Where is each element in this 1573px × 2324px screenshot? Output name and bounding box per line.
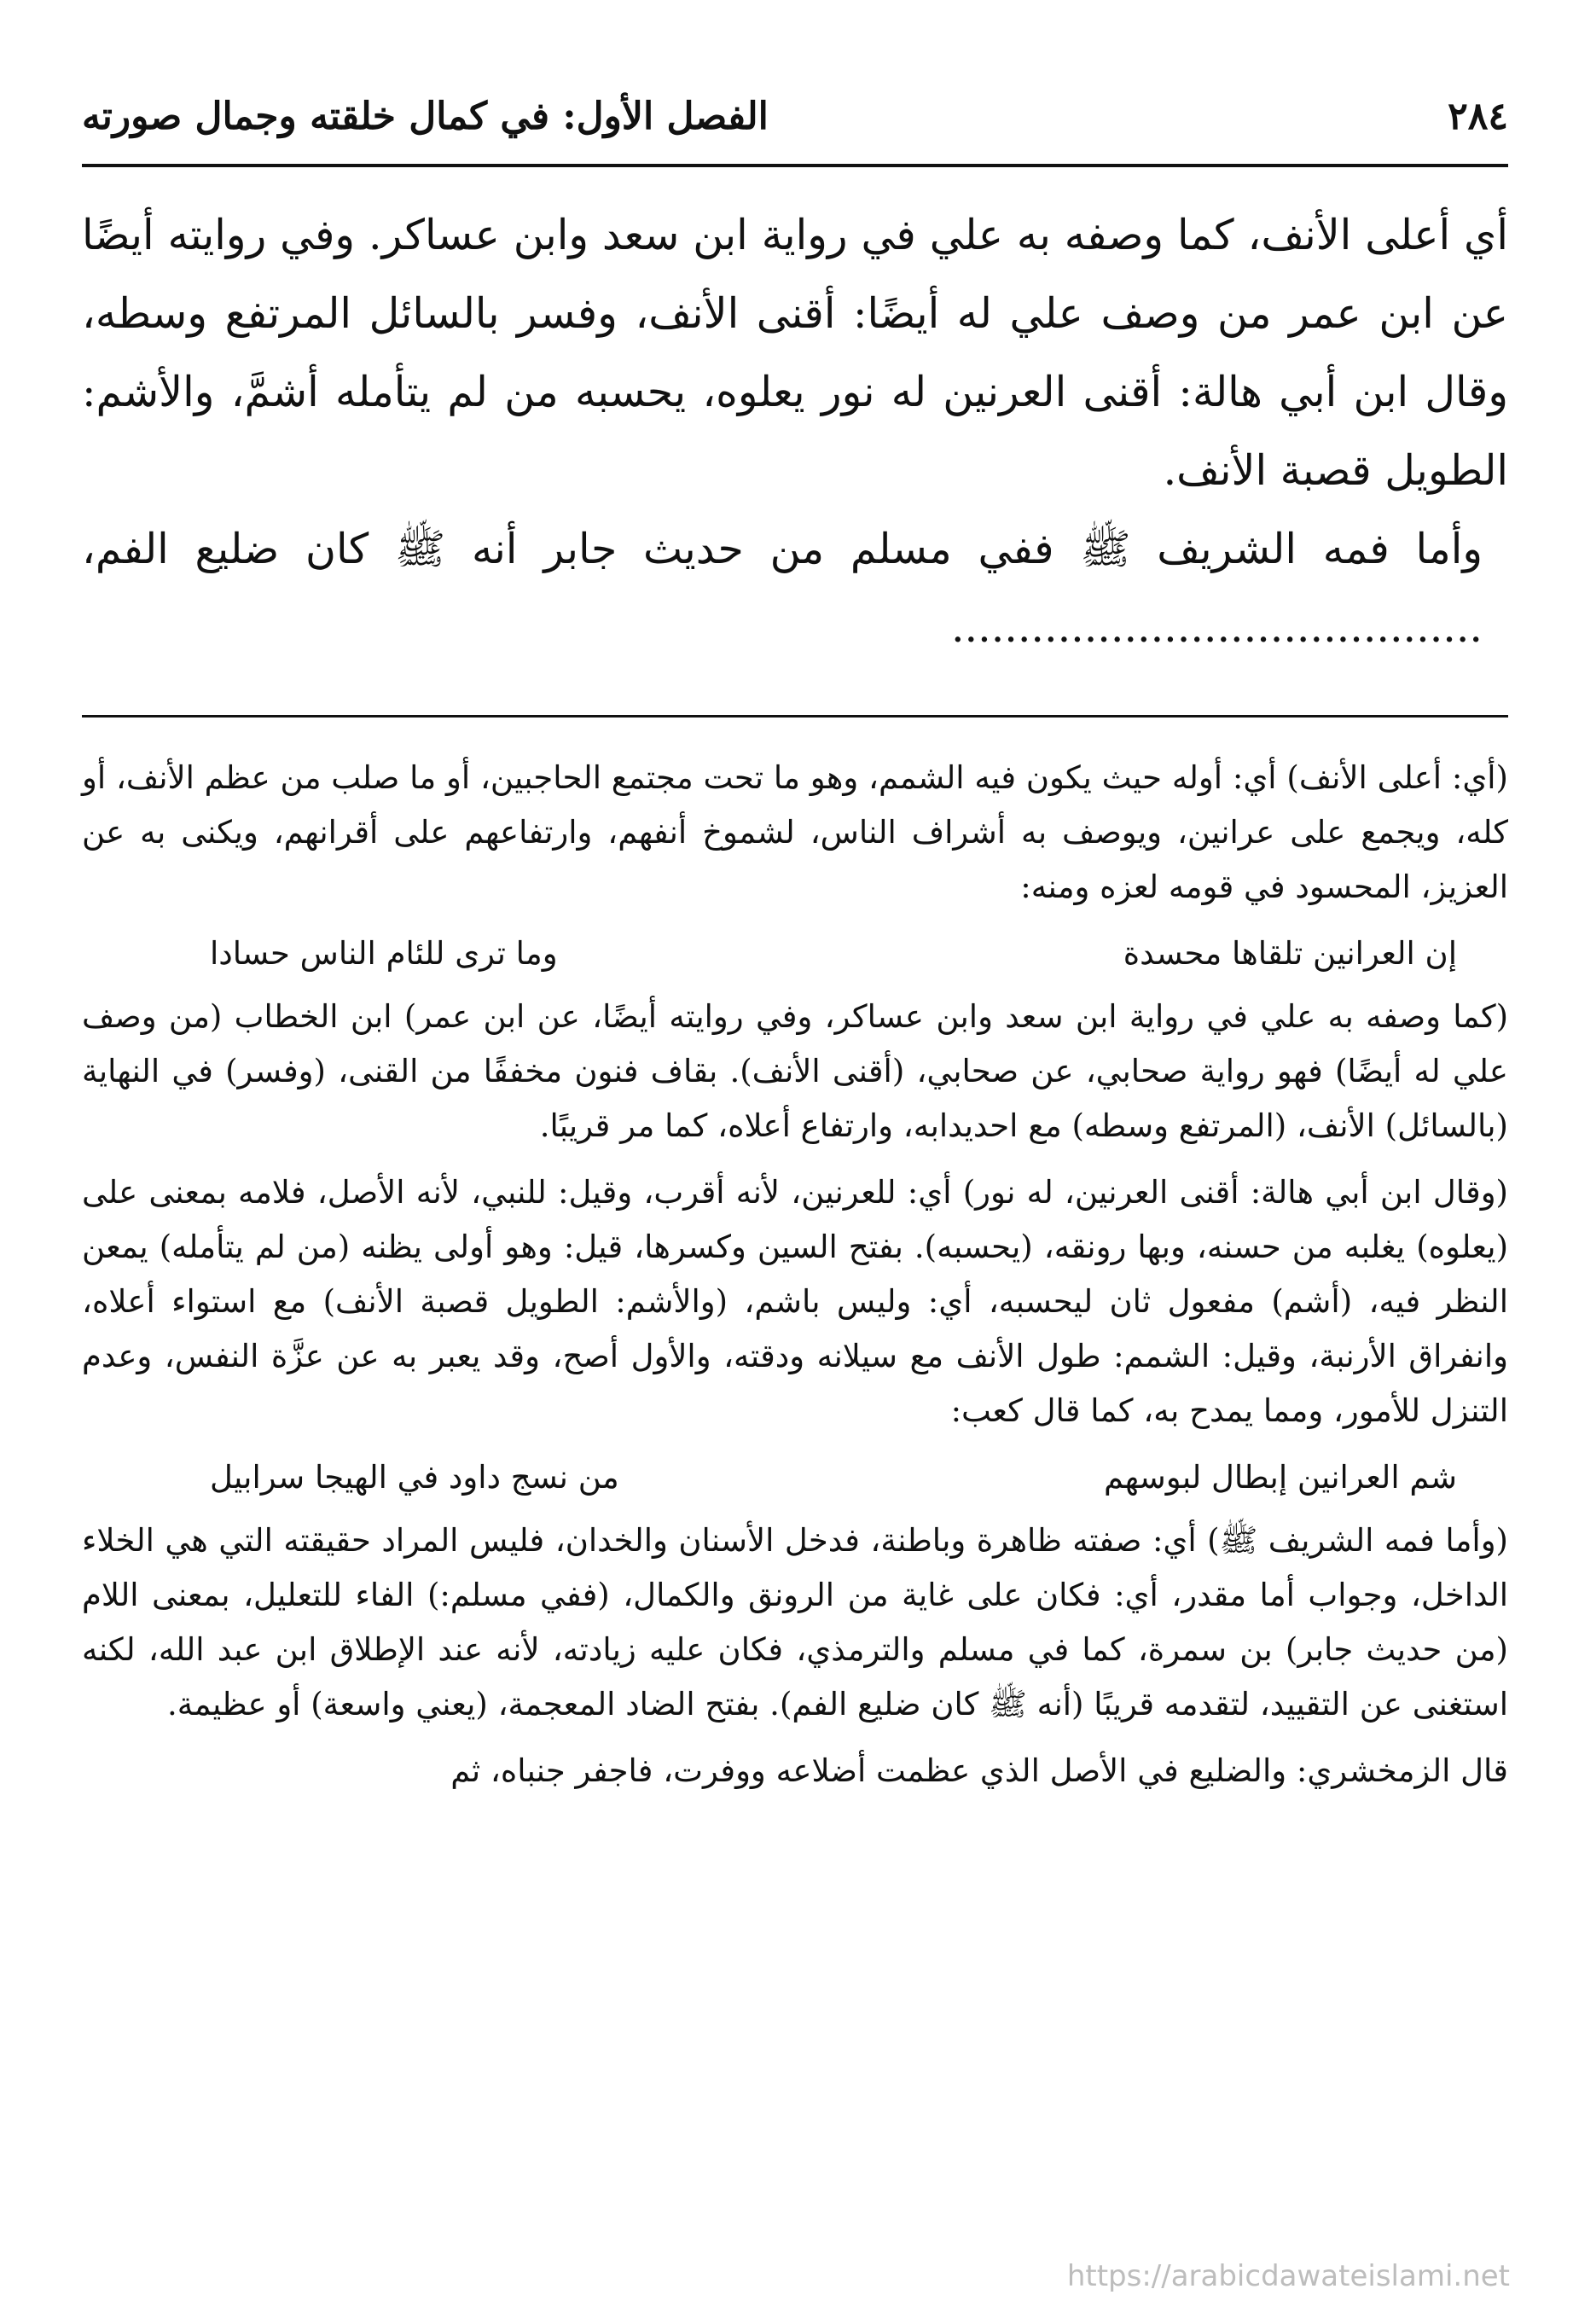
page-header [82,82,1508,150]
header-rule [82,164,1508,167]
watermark-url: https://arabicdawateislami.net [1066,2259,1510,2293]
main-paragraph-1: أي أعلى الأنف، كما وصفه به علي في رواية ابن سعد وابن عساكر. وفي روايته أيضًا عن ابن عمر من وصف علي له أيضًا: أقنى الأنف، وفسر بالسائل المرتفع وسطه، وقال ابن أبي هالة: أقنى العرنين له نور يعلوه، يحسبه من لم يتأمله أشمَّ، والأشم: الطويل قصبة الأنف. [82,211,1508,495]
footnote-divider [82,715,1508,718]
book-page [82,0,1508,2324]
verse-2 [82,1450,1508,1505]
page-number: ٢٨٤ [1448,94,1508,138]
commentary-paragraph-1: (أي: أعلى الأنف) أي: أوله حيث يكون فيه الشمم، وهو ما تحت مجتمع الحاجبين، أو ما صلب من عظم الأنف، أو كله، ويجمع على عرانين، ويوصف به أشراف الناس، لشموخ أنفهم، وارتفاعهم على أقرانهم، ويكنى به عن العزيز، المحسود في قومه لعزه ومنه: [82,759,1508,905]
main-paragraph-2-text: وأما فمه الشريف ﷺ ففي مسلم من حديث جابر أنه ﷺ كان ضليع الفم، [82,525,1483,573]
verse-1 [82,927,1508,981]
main-paragraph-2 [82,510,1508,667]
commentary-paragraph-2: (كما وصفه به علي في رواية ابن سعد وابن عساكر، وفي روايته أيضًا، عن ابن عمر) ابن الخطاب (من وصف علي له أيضًا) فهو رواية صحابي، عن صحابي، (أقنى الأنف). بقاف فنون مخففًا من القنى، (وفسر) في النهاية (بالسائل) الأنف، (المرتفع وسطه) مع احديدابه، وارتفاع أعلاه، كما مر قريبًا. [82,998,1508,1144]
commentary [82,751,1508,1810]
commentary-paragraph-4: (وأما فمه الشريف ﷺ) أي: صفته ظاهرة وباطنة، فدخل الأسنان والخدان، فليس المراد حقيقته التي هي الخلاء الداخل، وجواب أما مقدر، أي: فكان على غاية من الرونق والكمال، (ففي مسلم:) الفاء للتعليل، بمعنى اللام (من حديث جابر) بن سمرة، كما في مسلم والترمذي، فكان عليه زيادته، لأنه عند الإطلاق ابن عبد الله، لكنه استغنى عن التقييد، لتقدمه قريبًا (أنه ﷺ كان ضليع الفم). بفتح الضاد المعجمة، (يعني واسعة) أو عظيمة. [82,1522,1508,1723]
verse-1-first-hemistich: إن العرانين تلقاها محسدة [1123,935,1457,972]
verse-2-second-hemistich: من نسج داود في الهيجا سرابيل [210,1459,619,1496]
commentary-paragraph-5: قال الزمخشري: والضليع في الأصل الذي عظمت أضلاعه ووفرت، فاجفر جنباه، ثم [450,1752,1508,1789]
verse-2-first-hemistich: شم العرانين إبطال لبوسهم [1104,1459,1457,1496]
main-text [82,196,1508,667]
chapter-title: الفصل الأول: في كمال خلقته وجمال صورته [82,94,769,138]
ellipsis-dots: ........................................ [950,603,1483,652]
verse-1-second-hemistich: وما ترى للئام الناس حسادا [210,935,558,972]
commentary-paragraph-3: (وقال ابن أبي هالة: أقنى العرنين، له نور) أي: للعرنين، لأنه أقرب، وقيل: للنبي، لأنه الأصل، فلامه بمعنى على (يعلوه) يغلبه من حسنه، وبها رونقه، (يحسبه). بفتح السين وكسرها، قيل: وهو أولى يظنه (من لم يتأمله) يمعن النظر فيه، (أشم) مفعول ثان ليحسبه، أي: وليس باشم، (والأشم: الطويل قصبة الأنف) مع استواء أعلاه، وانفراق الأرنبة، وقيل: الشمم: طول الأنف مع سيلانه ودقته، والأول أصح، وقد يعبر به عن عزَّة النفس، وعدم التنزل للأمور، ومما يمدح به، كما قال كعب: [82,1174,1508,1429]
